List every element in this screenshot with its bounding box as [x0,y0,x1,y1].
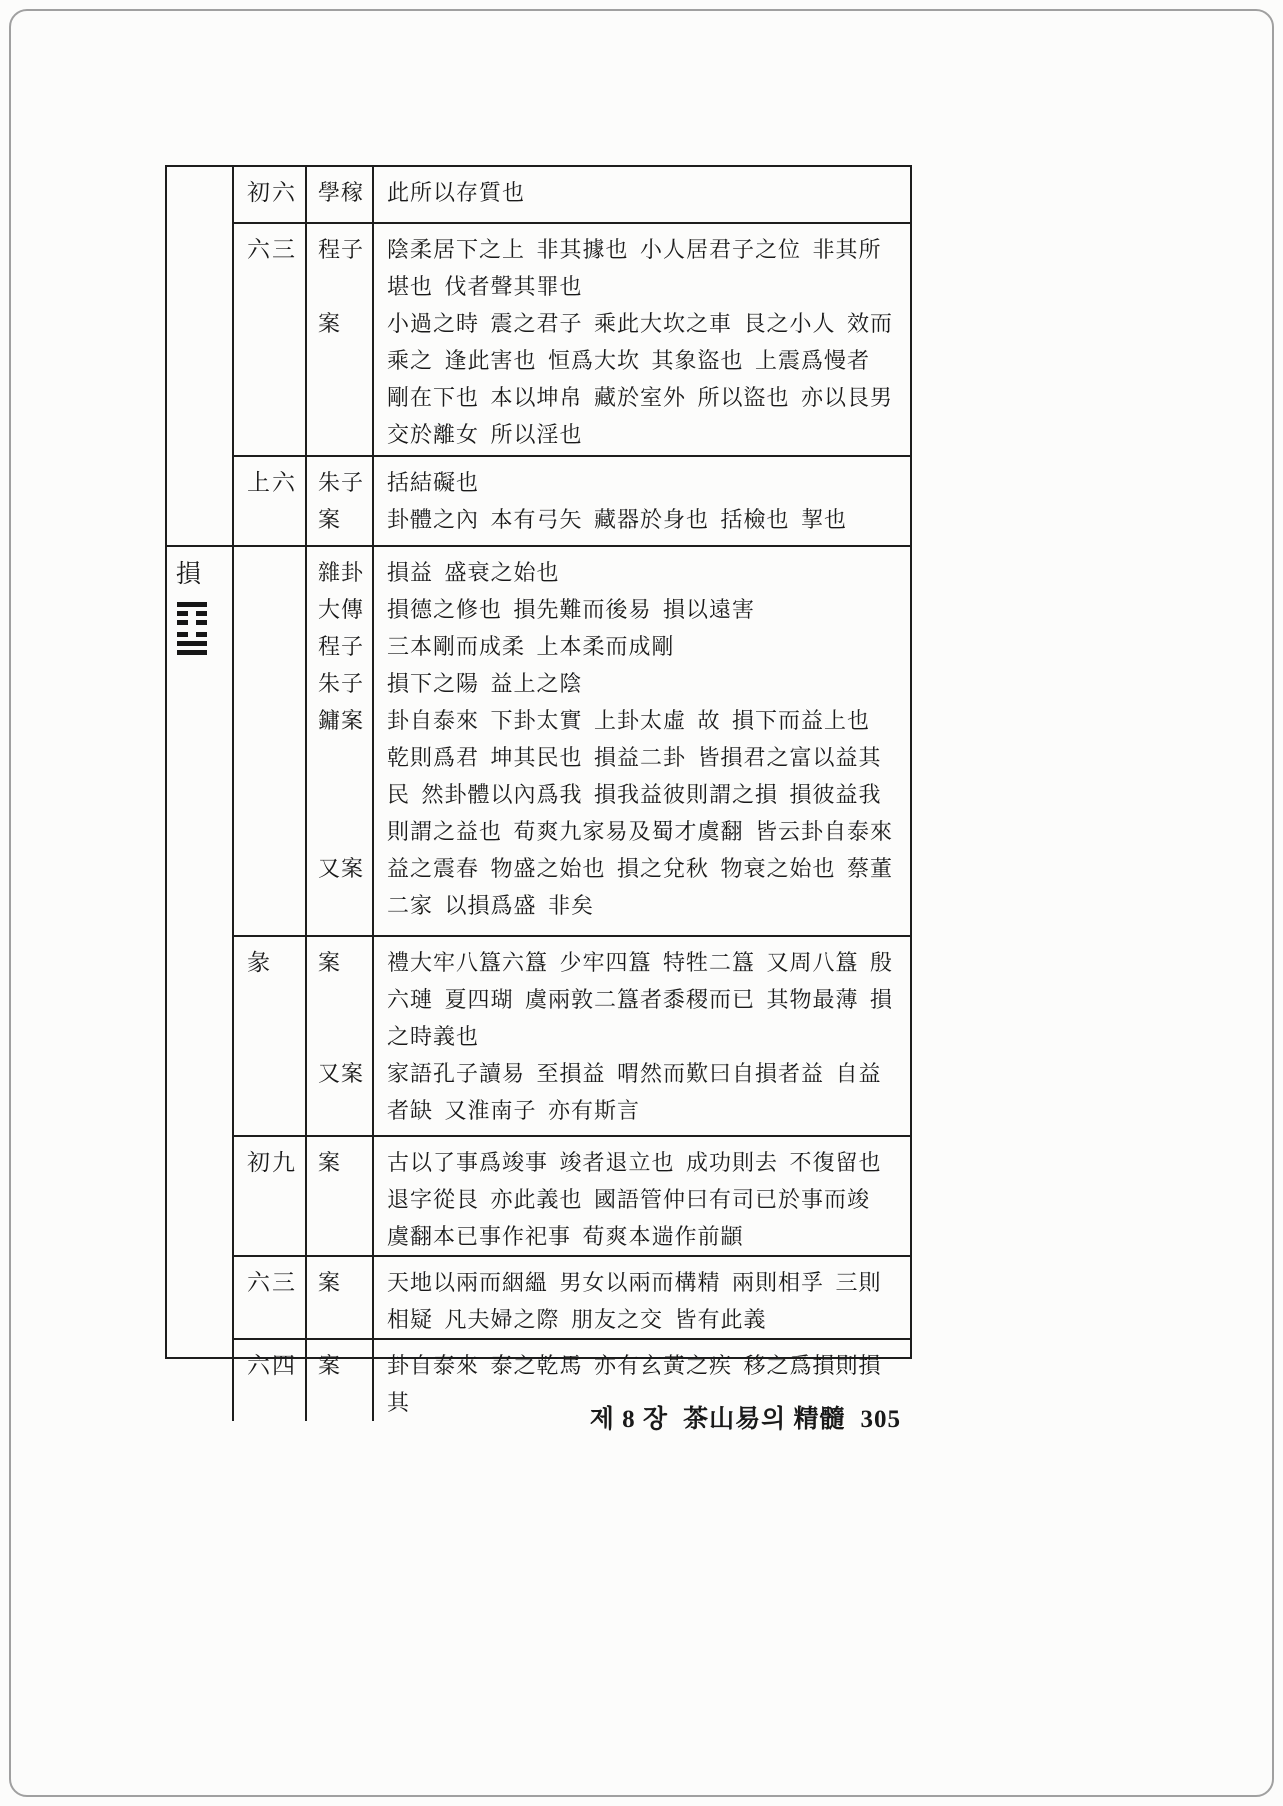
entries [307,1137,910,1255]
page-footer [590,1399,901,1435]
commentary-text-cell: 陰柔居下之上 非其據也 小人居君子之位 非其所堪也 伐者聲其罪也 [387,237,882,299]
commentary-text-cell: 損下之陽 益上之陰 [387,671,583,696]
commentary-entry [307,167,910,211]
entries [307,167,910,222]
commentator-cell: 學稼 [318,180,365,205]
book-title: 茶山易의 精髓 [683,1406,846,1433]
line-position-cell: 彖 [247,950,272,975]
commentary-text-cell: 古以了事爲竣事 竣者退立也 成功則去 不復留也 退字從艮 亦此義也 國語管仲曰有司已於事而竣 虞翻本已事作祀事 荀爽本遄作前顓 [387,1150,882,1249]
commentary-text-cell: 括結礙也 [387,470,480,495]
commentator-cell: 案 [318,950,342,975]
commentary-text-cell: 三本剛而成柔 上本柔而成剛 [387,634,675,659]
yang-line [177,602,207,607]
commentator-cell: 程子 [318,634,365,659]
sections-upper [234,167,910,545]
commentator-cell: 案 [318,311,342,336]
commentary-entry [307,591,910,628]
commentary-entry [307,1257,910,1338]
line-position-cell: 初九 [247,1150,297,1175]
commentary-entry [307,501,910,538]
commentator-cell: 又案 [318,1061,365,1086]
commentary-text-cell: 卦自泰來 下卦太實 上卦太虛 故 損下而益上也 乾則爲君 坤其民也 損益二卦 皆損君之富以益其民 然卦體以內爲我 損我益彼則謂之損 損彼益我則謂之益也 荀爽九家易及蜀才虞翻 皆云卦自泰來 [387,708,894,844]
line-position-cell [234,547,307,935]
commentator-cell: 又案 [318,856,365,881]
table-section [234,937,910,1137]
commentary-text-cell: 損德之修也 損先難而後易 損以遠害 [387,597,756,622]
commentator-cell: 大傳 [318,597,365,622]
yin-line [177,620,207,625]
entries [307,457,910,545]
sections-lower [234,547,910,1421]
hexagram-name: 損 [176,561,202,588]
entries [307,547,910,935]
line-position-cell: 六三 [247,1270,297,1295]
hexagram-cell [167,547,234,1421]
table-block-loss-hexagram [167,547,910,1421]
table-section [234,224,910,457]
commentator-cell: 案 [318,507,342,532]
commentator-cell: 案 [318,1270,342,1295]
chapter-label: 제 8 장 [589,1406,669,1433]
yin-line [177,632,207,637]
entries [307,937,910,1135]
commentary-text-cell: 禮大牢八簋六簋 少牢四簋 特牲二簋 又周八簋 殷六璉 夏四瑚 虞兩敦二簋者黍稷而已 其物最薄 損之時義也 [387,950,894,1049]
table-section [234,1257,910,1340]
commentary-entry [307,305,910,453]
page-number: 305 [860,1406,901,1433]
commentary-text-cell: 小過之時 震之君子 乘此大坎之車 艮之小人 效而乘之 逢此害也 恒爲大坎 其象盜也 上震爲慢者 剛在下也 本以坤帛 藏於室外 所以盜也 亦以艮男交於離女 所以淫也 [387,311,894,447]
commentator-cell: 案 [318,1150,342,1175]
yang-line [177,650,207,655]
commentary-text-cell: 天地以兩而絪縕 男女以兩而構精 兩則相孚 三則相疑 凡夫婦之際 朋友之交 皆有此義 [387,1270,882,1332]
table-section [234,1137,910,1257]
commentary-text-cell: 此所以存質也 [387,180,526,205]
commentator-cell: 雜卦 [318,560,365,585]
commentary-text-cell: 益之震春 物盛之始也 損之兌秋 物衰之始也 蔡董二家 以損爲盛 非矣 [387,856,894,918]
commentary-text-cell: 損益 盛衰之始也 [387,560,560,585]
table-section [234,457,910,545]
line-position-cell: 上六 [247,470,297,495]
yang-line [177,641,207,646]
line-position-cell: 六三 [247,237,297,262]
line-position-cell: 六四 [247,1353,297,1378]
commentary-entry [307,547,910,591]
commentary-entry [307,702,910,850]
table-section [234,167,910,224]
commentator-cell: 朱子 [318,671,365,696]
hexagram-cell-empty [167,167,234,545]
yin-line [177,611,207,616]
table-section [234,547,910,937]
commentary-entry [307,457,910,501]
commentary-entry [307,937,910,1055]
commentator-cell: 案 [318,1353,342,1378]
entries [307,224,910,455]
entries [307,1257,910,1338]
commentary-entry [307,224,910,305]
hexagram-symbol [177,602,207,655]
table-block-upper [167,167,910,547]
line-position-cell: 初六 [247,180,297,205]
commentary-entry [307,1137,910,1255]
commentary-text-cell: 家語孔子讀易 至損益 喟然而歎曰自損者益 自益者缺 又淮南子 亦有斯言 [387,1061,882,1123]
commentary-text-cell: 卦體之內 本有弓矢 藏器於身也 括檢也 挈也 [387,507,848,532]
commentary-entry [307,1055,910,1129]
commentator-cell: 程子 [318,237,365,262]
commentary-entry [307,628,910,665]
commentary-entry [307,850,910,924]
commentary-table [165,165,912,1415]
commentator-cell: 鏞案 [318,708,365,733]
commentary-text-cell: 卦自泰來 泰之乾馬 亦有玄黃之疾 移之爲損則損其 [387,1353,882,1415]
commentator-cell: 朱子 [318,470,365,495]
commentary-entry [307,665,910,702]
